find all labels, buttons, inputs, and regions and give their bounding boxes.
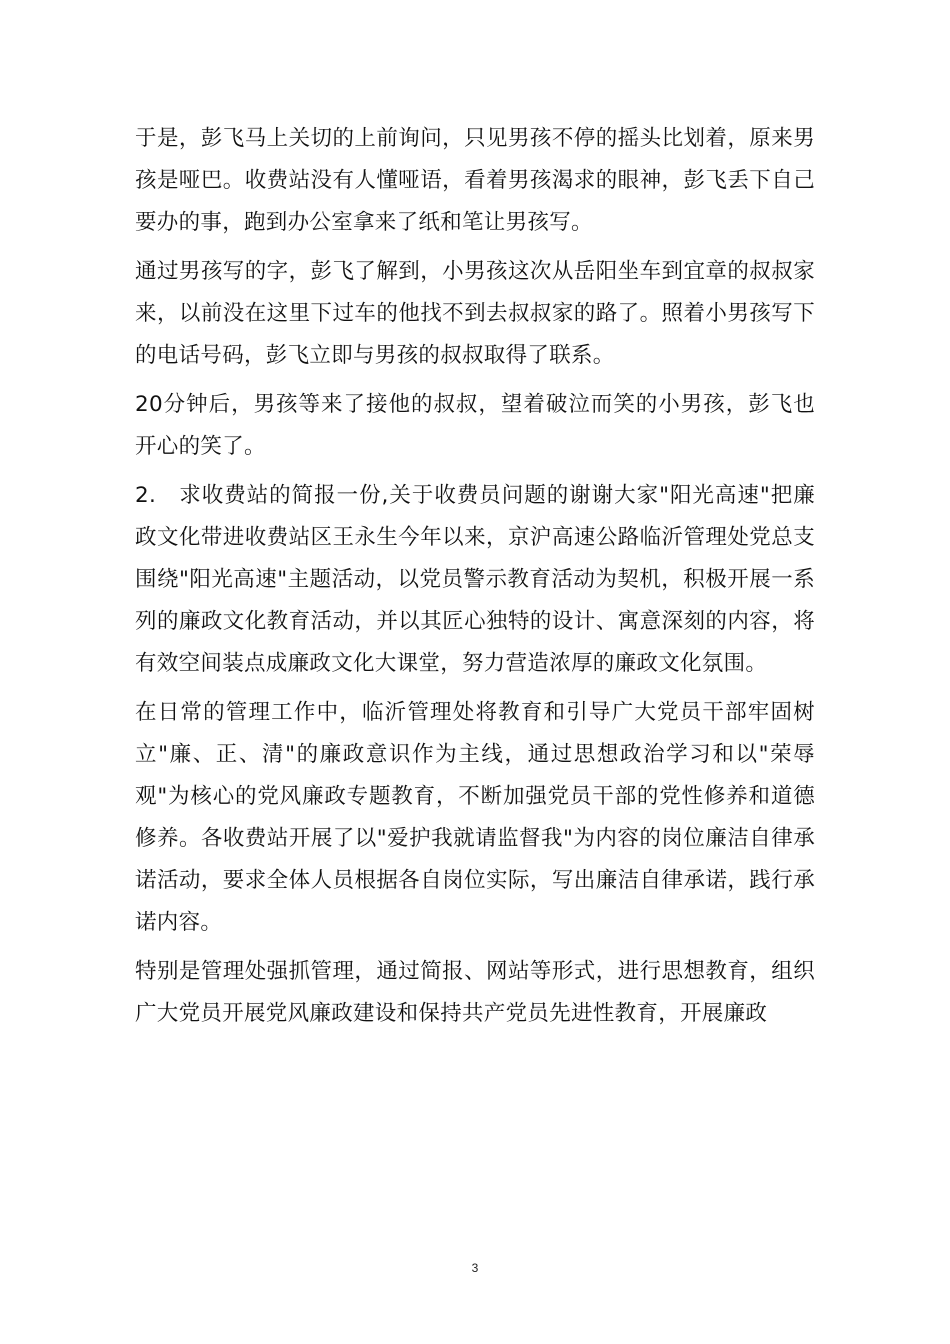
paragraph-1: 于是，彭飞马上关切的上前询问，只见男孩不停的摇头比划着，原来男孩是哑巴。收费站没有人懂哑语，看着男孩渴求的眼神，彭飞丢下自己要办的事，跑到办公室拿来了纸和笔让男孩写。 xyxy=(135,126,815,235)
paragraph-5: 在日常的管理工作中，临沂管理处将教育和引导广大党员干部牢固树立"廉、正、清"的廉政意识作为主线，通过思想政治学习和以"荣辱观"为核心的党风廉政专题教育，不断加强党员干部的党性修养和道德修养。各收费站开展了以"爱护我就请监督我"为内容的岗位廉洁自律承诺活动，要求全体人员根据各自岗位实际，写出廉洁自律承诺，践行承诺内容。 xyxy=(135,700,815,935)
page-number: 3 xyxy=(471,1261,479,1275)
document-body xyxy=(135,118,815,1042)
paragraph-6: 特别是管理处强抓管理，通过简报、网站等形式，进行思想教育，组织广大党员开展党风廉政建设和保持共产党员先进性教育，开展廉政 xyxy=(135,959,815,1026)
paragraph-4: 2. 求收费站的简报一份,关于收费员问题的谢谢大家"阳光高速"把廉政文化带进收费站区王永生今年以来，京沪高速公路临沂管理处党总支围绕"阳光高速"主题活动，以党员警示教育活动为契机，积极开展一系列的廉政文化教育活动，并以其匠心独特的设计、寓意深刻的内容，将有效空间装点成廉政文化大课堂，努力营造浓厚的廉政文化氛围。 xyxy=(135,483,815,676)
paragraph-2: 通过男孩写的字，彭飞了解到，小男孩这次从岳阳坐车到宜章的叔叔家来，以前没在这里下过车的他找不到去叔叔家的路了。照着小男孩写下的电话号码，彭飞立即与男孩的叔叔取得了联系。 xyxy=(135,259,815,368)
paragraph-3: 20分钟后，男孩等来了接他的叔叔，望着破泣而笑的小男孩，彭飞也开心的笑了。 xyxy=(135,392,815,459)
